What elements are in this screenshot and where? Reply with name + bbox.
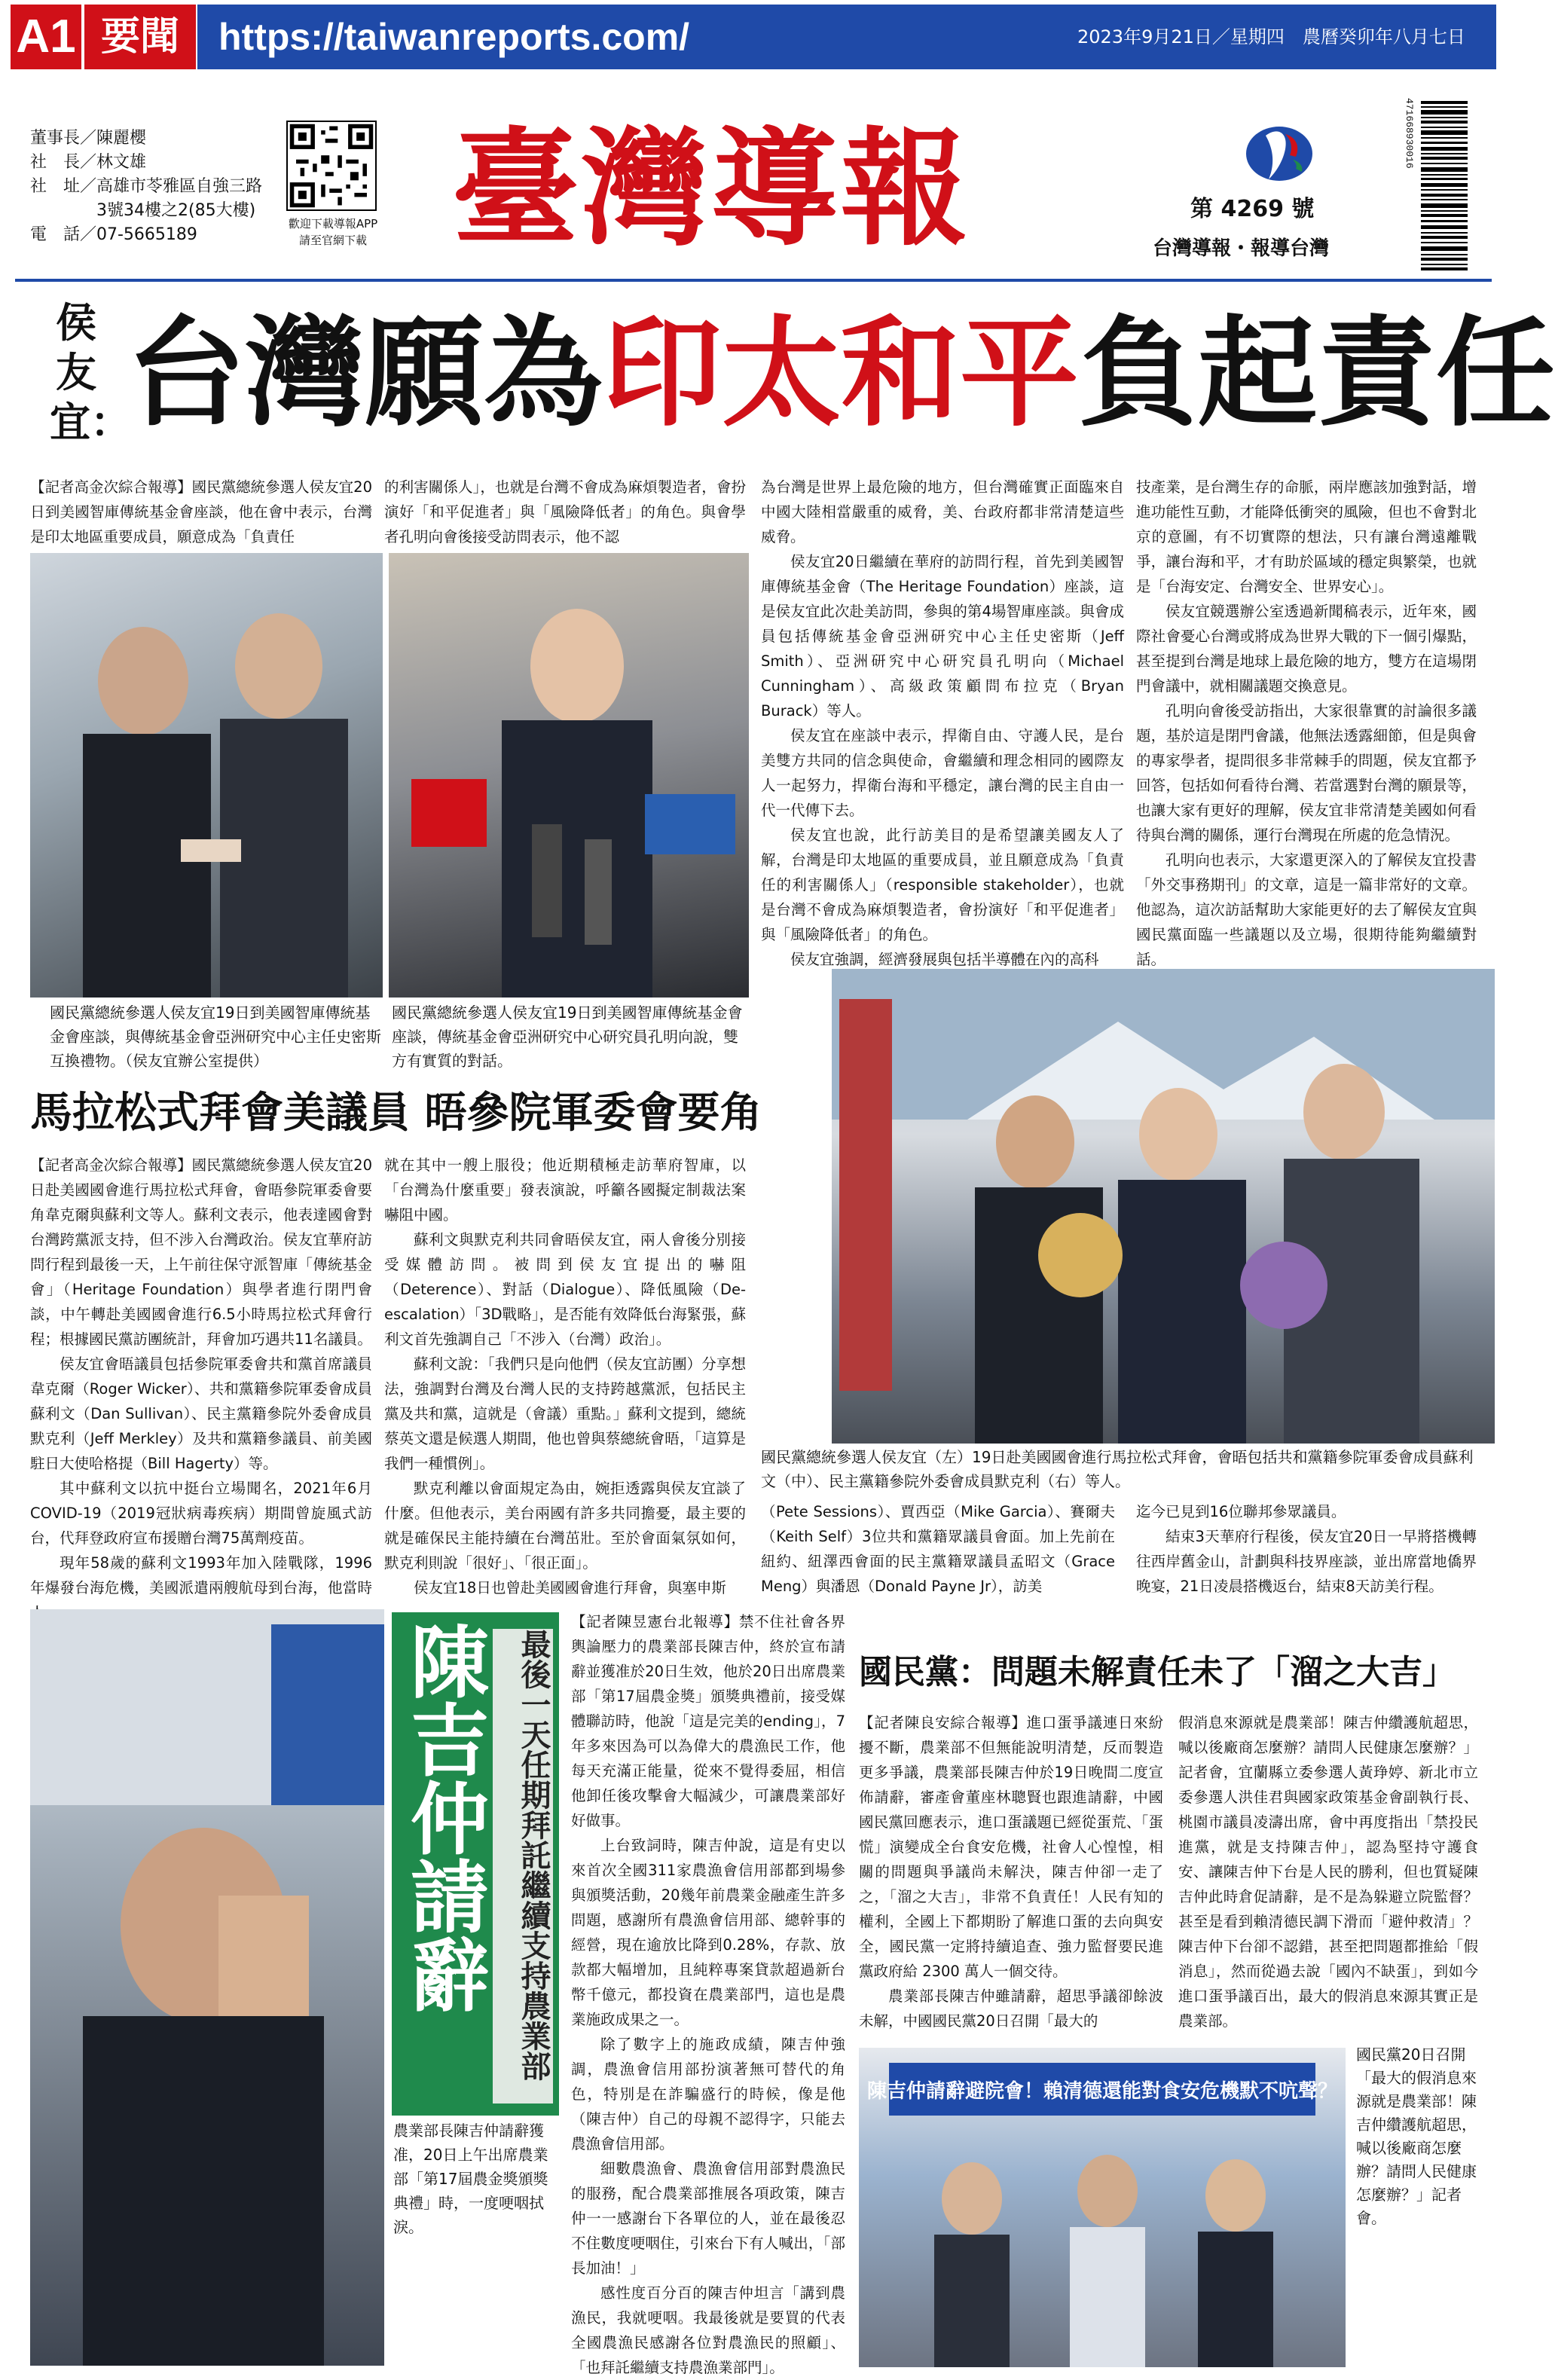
- photo2-caption: 國民黨總統參選人侯友宜19日到美國智庫傳統基金會座談，傳統基金會亞洲研究中心研究員孔明向說，雙方有實質的對話。: [392, 1004, 743, 1070]
- paragraph: 侯友宜18日也曾赴美國國會進行拜會，與塞申斯: [414, 1579, 726, 1596]
- congress-photo-caption: 國民黨總統參選人侯友宜（左）19日赴美國國會進行馬拉松式拜會，會晤包括共和黨籍參院軍委會成員蘇利文（中）、民主黨籍參院外委會成員默克利（右）等人。: [761, 1448, 1474, 1490]
- lead-column-2: [384, 475, 746, 547]
- photo-congress-meeting: [832, 969, 1495, 1444]
- headline-part-red: 印太和平: [603, 304, 1079, 443]
- paragraph: 默克利離以會面規定為由，婉拒透露與侯友宜談了什麼。但他表示，美台兩國有許多共同擔憂，最主要的就是確保民主能持續在台灣茁壯。至於會面氣氛如何，默克利則說「很好」、「很正面」。: [384, 1480, 746, 1572]
- paragraph: 侯友宜競選辦公室透過新聞稿表示，近年來，國際社會憂心台灣或將成為世界大戰的下一個引爆點，甚至提到台灣是地球上最危險的地方，雙方在這場閉門會議中，就相關議題交換意見。: [1136, 603, 1477, 695]
- story3-headline: 陳吉仲請辭: [397, 1621, 489, 2013]
- paragraph: 迄今已見到16位聯邦參眾議員。: [1136, 1503, 1346, 1520]
- paragraph: 蘇利文說：「我們只是向他們（侯友宜訪團）分享想法，強調對台灣及台灣人民的支持跨越黨派，包括民主黨及共和黨，這就是（會議）重點。」蘇利文提到，總統蔡英文還是候選人期間，他也曾與蔡總統會晤，「這算是我們一種慣例」。: [384, 1355, 746, 1472]
- paragraph: 孔明向會後受訪指出，大家很靠實的討論很多議題，基於這是閉門會議，他無法透露細節，但是與會的專家學者，提問很多非常棘手的問題，侯友宜都予回答，包括如何看待台灣、若當選對台灣的願景等，也讓大家有更好的理解，侯友宜非常清楚美國如何看待與台灣的關係，運行台灣現在所處的危急情況。: [1136, 702, 1477, 844]
- paragraph: 侯友宜也說，此行訪美目的是希望讓美國友人了解，台灣是印太地區的重要成員，並且願意成為「負責任的利害關係人」（responsible stakeholder），也就是台灣不會成為麻煩製造者，會扮演好「和平促進者」與「風險降低者」的角色。: [761, 826, 1124, 943]
- qr-caption: [280, 215, 386, 249]
- lead-column-3: [761, 475, 1124, 968]
- paragraph: 就在其中一艘上服役；他近期積極走訪華府智庫，以「台灣為什麼重要」發表演說，呼籲各國擬定制裁法案嚇阻中國。: [384, 1156, 746, 1224]
- paragraph: 侯友宜會晤議員包括參院軍委會共和黨首席議員韋克爾（Roger Wicker）、共和黨籍參院軍委會成員蘇利文（Dan Sullivan）、民主黨籍參院外委會成員默克利（Jeff Merkley）及共和黨籍參議員、前美國駐日大使哈格提（Bill Hagerty）等。: [30, 1355, 372, 1472]
- paragraph: 侯友宜20日繼續在華府的訪問行程，首先到美國智庫傳統基金會（The Heritage Foundation）座談，這是侯友宜此次赴美訪問，參與的第4場智庫座談。與會成員包括傳統基金會亞洲研究中心主任史密斯（Jeff Smith）、亞洲研究中心研究員孔明向（Michael Cunningham）、高級政策顧問布拉克（Bryan Burack）等人。: [761, 553, 1124, 719]
- masthead-divider: [15, 279, 1492, 282]
- paragraph: 【記者陳良安綜合報導】進口蛋爭議連日來紛擾不斷，農業部不但無能說明清楚，反而製造更多爭議，農業部長陳吉仲於19日晚間二度宣佈請辭，審產會董座林聰賢也跟進請辭，中國國民黨回應表示，進口蛋議題已經從蛋荒、「蛋慌」演變成全台食安危機，社會人心惶惶，相關的問題與爭議尚未解決，陳吉仲卻一走了之，「溜之大吉」，非常不負責任！人民有知的權利，全國上下都期盼了解進口蛋的去向與安全，國民黨一定將持續追查、強力監督要民進黨政府給 2300 萬人一個交待。: [859, 1714, 1163, 1980]
- story4-headline: 國民黨：問題未解責任未了「溜之大吉」: [859, 1653, 1456, 1691]
- issue-number: 第 4269 號: [1190, 196, 1315, 222]
- story3-body: [571, 1609, 845, 2376]
- staff-line: 董事長／陳麗櫻: [30, 129, 147, 148]
- banner-text: 陳吉仲請辭避院會！賴清德還能對食安危機默不吭聲？: [866, 2080, 1338, 2103]
- paragraph: 侯友宜強調，經濟發展與包括半導體在內的高科: [790, 951, 1099, 968]
- staff-line: 社 址／高雄市苓雅區自強三路: [30, 177, 263, 196]
- story3-photo-caption: 農業部長陳吉仲請辭獲准，20日上午出席農業部「第17屆農金獎頒獎典禮」時，一度哽咽拭淚。: [393, 2122, 548, 2236]
- paragraph: 細數農漁會、農漁會信用部對農漁民的服務，配合農業部推展各項政策，陳吉仲一一感謝台下各單位的人，並在最後忍不住數度哽咽住，引來台下有人喊出，「部長加油！」: [571, 2160, 845, 2277]
- paragraph: 為台灣是世界上最危險的地方，但台灣確實正面臨來自中國大陸相當嚴重的威脅，美、台政府都非常清楚這些威脅。: [761, 478, 1124, 545]
- slogan: 台灣導報・報導台灣: [1153, 237, 1330, 260]
- qr-code-icon[interactable]: [286, 121, 377, 211]
- newspaper-title: 臺灣導報: [452, 114, 970, 263]
- staff-list: [30, 127, 262, 247]
- staff-line: 3號34樓之2(85大樓): [30, 201, 256, 220]
- story2-column-4: [1136, 1499, 1477, 1599]
- lead-headline: [127, 291, 1555, 457]
- paragraph: 其中蘇利文以抗中挺台立場聞名，2021年6月COVID-19（2019冠狀病毒疾病）期間曾旋風式訪台，代拜登政府宣布援贈台灣75萬劑疫苗。: [30, 1480, 372, 1547]
- story4-column-2: [1178, 1710, 1478, 2042]
- photo-hou-heritage-handshake: [30, 553, 383, 998]
- paragraph: 除了數字上的施政成績，陳吉仲強調，農漁會信用部扮演著無可替代的角色，特別是在詐騙盛行的時候，像是他（陳吉仲）自己的母親不認得字，只能去農漁會信用部。: [571, 2036, 845, 2152]
- headline-part: 台灣願為: [127, 304, 603, 443]
- paragraph: 農業部長陳吉仲雖請辭，超思爭議卻餘波未解，中國國民黨20日召開「最大的: [859, 1987, 1163, 2030]
- section-label: 要聞: [84, 5, 196, 69]
- paragraph: 假消息來源就是農業部！陳吉仲纘護航超思，喊以後廠商怎麼辦？請問人民健康怎麼辦？」記者會，宜蘭縣立委參選人黃琤婷、新北市立委參選人洪佳君與國家政策基金會副執行長、桃園市議員凌濤出席，會中再度指出「禁投民進黨，就是支持陳吉仲」，認為堅持守護食安、讓陳吉仲下台是人民的勝利，但也質疑陳吉仲此時倉促請辭，是不是為躲避立院監督？甚至是看到賴清德民調下滑而「避仲救清」？陳吉仲下台卻不認錯，甚至把問題都推給「假消息」，然而從過去說「國內不缺蛋」，到如今進口蛋爭議百出，最大的假消息來源其實正是農業部。: [1178, 1714, 1478, 2030]
- photo1-caption: 國民黨總統參選人侯友宜19日到美國智庫傳統基金會座談，與傳統基金會亞洲研究中心主任史密斯互換禮物。（侯友宜辦公室提供）: [50, 1004, 381, 1070]
- paragraph: 【記者陳昱憲台北報導】禁不住社會各界輿論壓力的農業部長陳吉仲，終於宣布請辭並獲准於20日生效，他於20日出席農業部「第17屆農金獎」頒獎典禮前，接受媒體聯訪時，他說「這是完美的ending」，7年多來因為可以為偉大的農漁民工作，他每天充滿正能量，從來不覺得委屈，相信他卸任後攻擊會大幅減少，可讓農業部好好做事。: [571, 1613, 845, 1829]
- site-url[interactable]: https://taiwanreports.com/: [218, 16, 690, 58]
- paragraph: （Pete Sessions）、賈西亞（Mike Garcia）、賽爾夫（Keith Self）3位共和黨籍眾議員會面。加上先前在紐約、紐澤西會面的民主黨籍眾議員孟昭文（Grace Meng）與潘恩（Donald Payne Jr），訪美: [761, 1503, 1115, 1595]
- lead-column-4: [1136, 475, 1477, 968]
- paragraph: 感性度百分百的陳吉仲坦言「講到農漁民，我就哽咽。我最後就是要買的代表全國農漁民感謝各位對農漁民的照顧」、「也拜託繼續支持農漁業部門」。: [571, 2284, 845, 2376]
- headline-part: 負起責任: [1079, 304, 1555, 443]
- story2-column-1: [30, 1153, 372, 1599]
- lead-kicker: 侯友宜：: [50, 299, 131, 446]
- paragraph: 上台致詞時，陳吉仲說，這是有史以來首次全國311家農漁會信用部都到場參與頒獎活動，20幾年前農業金融產生許多問題，感謝所有農漁會信用部、總幹事的經營，現在逾放比降到0.28%，存款、放款都大幅增加，且純粹專案貸款超過新台幣千億元，都投資在農業部門，這也是農業施政成果之一。: [571, 1837, 845, 2028]
- photo-kmt-press-conference: [859, 2048, 1346, 2367]
- paragraph: 【記者高金次綜合報導】國民黨總統參選人侯友宜20日赴美國國會進行馬拉松式拜會，會晤參院軍委會要角韋克爾與蘇利文等人。蘇利文表示，他表達國會對台灣跨黨派支持，但不涉入台灣政治。侯友宜華府訪問行程到最後一天，上午前往保守派智庫「傳統基金會」（Heritage Foundation）與學者進行閉門會談，中午轉赴美國國會進行6.5小時馬拉松式拜會行程；根據國民黨訪團統計，拜會加巧遇共11名議員。: [30, 1156, 372, 1348]
- story2-column-3: [761, 1499, 1115, 1599]
- staff-line: 電 話／07-5665189: [30, 225, 197, 244]
- story4-photo-caption: 國民黨20日召開「最大的假消息來源就是農業部！陳吉仲纘護航超思，喊以後廠商怎麼辦？請問人民健康怎麼辦？」記者會。: [1356, 2045, 1477, 2227]
- paragraph: 侯友宜在座談中表示，捍衛自由、守護人民，是台美雙方共同的信念與使命，會繼續和理念相同的國際友人一起努力，捍衛台海和平穩定，讓台灣的民主自由一代一代傳下去。: [761, 727, 1124, 819]
- paragraph: 技產業，是台灣生存的命脈，兩岸應該加強對話，增進功能性互動，才能降低衝突的風險，但也不會對北京的意圖，有不切實際的想法，只有讓台灣遠離戰爭，讓台海和平，才有助於區域的穩定與繁榮，也就是「台海安定、台灣安全、世界安心」。: [1136, 478, 1477, 595]
- story2-headline: 馬拉松式拜會美議員 晤參院軍委會要角: [30, 1089, 762, 1138]
- date-line: 2023年9月21日／星期四 農曆癸卯年八月七日: [1077, 26, 1465, 47]
- qr-caption-line: 請至官網下載: [298, 234, 367, 247]
- paragraph: 孔明向也表示，大家還更深入的了解侯友宜投書「外交事務期刊」的文章，這是一篇非常好的文章。他認為，這次訪話幫助大家能更好的去了解侯友宜與國民黨面臨一些議題以及立場，很期待能夠繼續對話。: [1136, 851, 1477, 968]
- story4-column-1: [859, 1710, 1163, 2042]
- staff-line: 社 長／林文雄: [30, 153, 147, 172]
- qr-caption-line: 歡迎下載導報APP: [288, 217, 378, 231]
- story2-column-2: [384, 1153, 746, 1599]
- paragraph: 結束3天華府行程後，侯友宜20日一早將搭機轉往西岸舊金山，計劃與科技界座談，並出席當地僑界晚宴，21日凌晨搭機返台，結束8天訪美行程。: [1136, 1528, 1477, 1595]
- photo-chen-chi-chung-tears: [30, 1609, 384, 2366]
- page-code: A1: [11, 5, 81, 69]
- photo-cunningham-interview: [389, 553, 749, 998]
- taiwan-logo-icon: [1243, 119, 1315, 184]
- lead-column-1: [30, 475, 372, 547]
- story3-subhead: 最後一天任期拜託繼續支持農業部: [493, 1629, 553, 2104]
- paragraph: 【記者高金次綜合報導】國民黨總統參選人侯友宜20日到美國智庫傳統基金會座談，他在會中表示，台灣是印太地區重要成員，願意成為「負責任: [30, 478, 372, 545]
- paragraph: 的利害關係人」，也就是台灣不會成為麻煩製造者，會扮演好「和平促進者」與「風險降低者」的角色。與會學者孔明向會後接受訪問表示，他不認: [384, 478, 746, 545]
- barcode-number: 471668930016: [1404, 98, 1415, 169]
- paragraph: 蘇利文與默克利共同會晤侯友宜，兩人會後分別接受媒體訪問。被問到侯友宜提出的嚇阻（Deterence）、對話（Dialogue）、降低風險（De-escalation）「3D戰略」，是否能有效降低台海緊張，蘇利文首先強調自己「不涉入（台灣）政治」。: [384, 1231, 746, 1348]
- paragraph: 現年58歲的蘇利文1993年加入陸戰隊，1996年爆發台海危機，美國派遣兩艘航母到台海，他當時: [30, 1554, 372, 1596]
